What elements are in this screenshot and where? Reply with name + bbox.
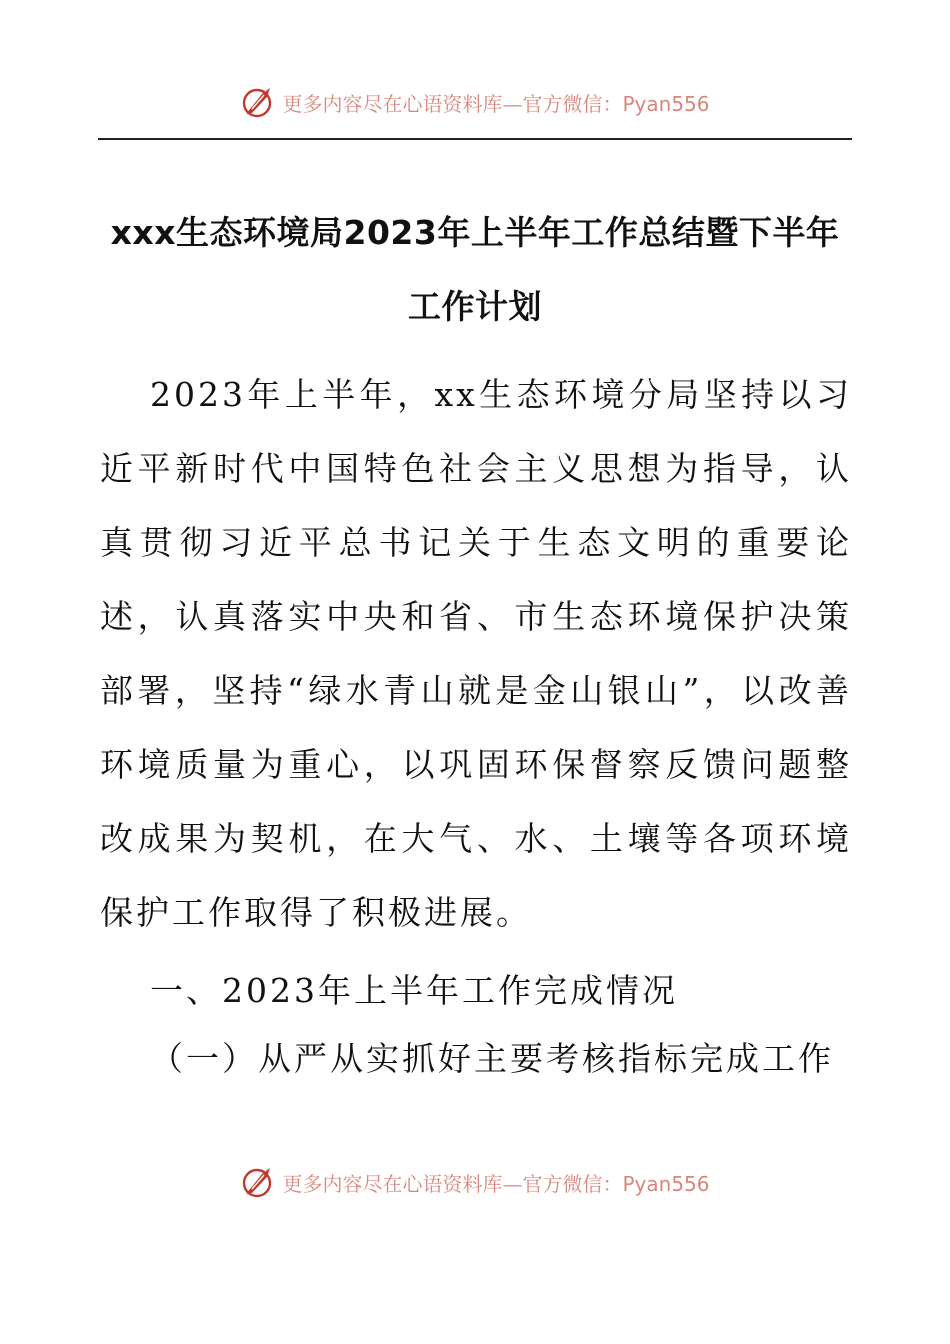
footer-banner xyxy=(0,1164,950,1200)
header-banner xyxy=(0,84,950,120)
footer-banner-text: 更多内容尽在心语资料库—官方微信：Pyan556 xyxy=(282,1171,710,1196)
subsection-heading: （一）从严从实抓好主要考核指标完成工作 xyxy=(150,1039,834,1078)
quill-pen-logo-icon xyxy=(240,1164,276,1200)
body-paragraph: 2023年上半年，xx生态环境分局坚持以习近平新时代中国特色社会主义思想为指导，认真贯彻习近平总书记关于生态文明的重要论述，认真落实中央和省、市生态环境保护决策部署，坚持“绿水青山就是金山银山”，以改善环境质量为重心，以巩固环保督察反馈问题整改成果为契机，在大气、水、土壤等各项环境保护工作取得了积极进展。 xyxy=(100,375,852,932)
section-heading: 一、2023年上半年工作完成情况 xyxy=(150,971,678,1010)
quill-pen-logo-icon xyxy=(240,84,276,120)
header-banner-text: 更多内容尽在心语资料库—官方微信：Pyan556 xyxy=(282,91,710,116)
header-divider xyxy=(98,138,852,140)
document-title: xxx生态环境局2023年上半年工作总结暨下半年工作计划 xyxy=(110,213,840,326)
